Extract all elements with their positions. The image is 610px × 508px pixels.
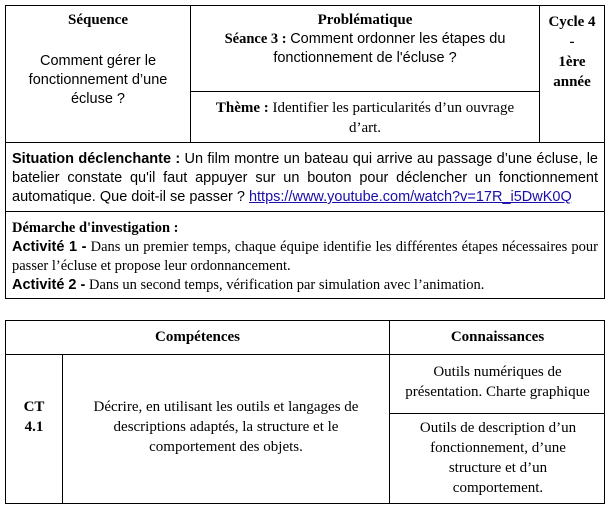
demarche-title: Démarche d'investigation : bbox=[12, 220, 179, 236]
competence-code: CT 4.1 bbox=[23, 399, 45, 435]
theme-label: Thème : bbox=[215, 100, 269, 116]
problem-title: Problématique bbox=[317, 12, 413, 28]
sequence-title: Séquence bbox=[68, 12, 128, 28]
activite-2-text: Dans un second temps, vérification par simulation avec l’animation. bbox=[88, 277, 485, 293]
connaissance-item-1: Outils numériques de présentation. Charte graphique bbox=[405, 364, 590, 400]
activite-1-label: Activité 1 - bbox=[12, 239, 87, 255]
demarche-section bbox=[12, 219, 598, 295]
header-bottom-line bbox=[5, 142, 605, 143]
theme-line bbox=[207, 98, 523, 138]
activite-1-text: Dans un premier temps, chaque équipe identifie les différentes étapes nécessaires pour passer l’écluse et propose leur ordonnancement. bbox=[12, 239, 598, 274]
sequence-cell bbox=[6, 6, 190, 142]
sequence-question: Comment gérer le fonctionnement d’une écluse ? bbox=[28, 53, 168, 107]
cycle-number: Cycle 4 bbox=[548, 14, 596, 30]
connaissances-row-divider bbox=[389, 413, 605, 414]
table-col-divider-main bbox=[389, 320, 390, 504]
cycle-year-word: année bbox=[553, 74, 591, 90]
cycle-dash: - bbox=[569, 34, 575, 50]
situation-label: Situation déclenchante : bbox=[12, 151, 181, 167]
situation-section bbox=[12, 150, 598, 207]
situation-bottom-line bbox=[5, 211, 605, 212]
seance-line bbox=[199, 30, 531, 68]
table-col-divider-code bbox=[62, 354, 63, 504]
theme-text: Identifier les particularités d’un ouvrage d’art. bbox=[272, 100, 515, 136]
video-link[interactable]: https://www.youtube.com/watch?v=17R_i5DwK0Q bbox=[248, 189, 572, 205]
header-competences: Compétences bbox=[155, 329, 240, 345]
seance-text: Comment ordonner les étapes du fonctionnement de l'écluse ? bbox=[273, 31, 506, 66]
activite-1 bbox=[12, 238, 598, 276]
activite-2-label: Activité 2 - bbox=[12, 277, 86, 293]
problem-cell bbox=[191, 6, 539, 91]
connaissance-item-2: Outils de description d’un fonctionnement, d’une structure et d’un comportement. bbox=[419, 420, 577, 496]
activite-2 bbox=[12, 276, 598, 295]
header-connaissances: Connaissances bbox=[450, 329, 545, 345]
competence-description: Décrire, en utilisant les outils et langages de descriptions adaptés, la structure et le comportement des objets. bbox=[93, 399, 359, 455]
cycle-cell bbox=[540, 6, 604, 142]
seance-label: Séance 3 : bbox=[224, 31, 287, 47]
situation-text: Un film montre un bateau qui arrive au passage d’une écluse, le batelier constate qu'il faut appuyer sur un bouton pour déclencher un fonctionnement automatique. Que doit-il se passer ? bbox=[12, 151, 598, 205]
cycle-year-ordinal: 1ère bbox=[558, 54, 586, 70]
theme-cell bbox=[191, 92, 539, 142]
table-header-line bbox=[5, 354, 605, 355]
